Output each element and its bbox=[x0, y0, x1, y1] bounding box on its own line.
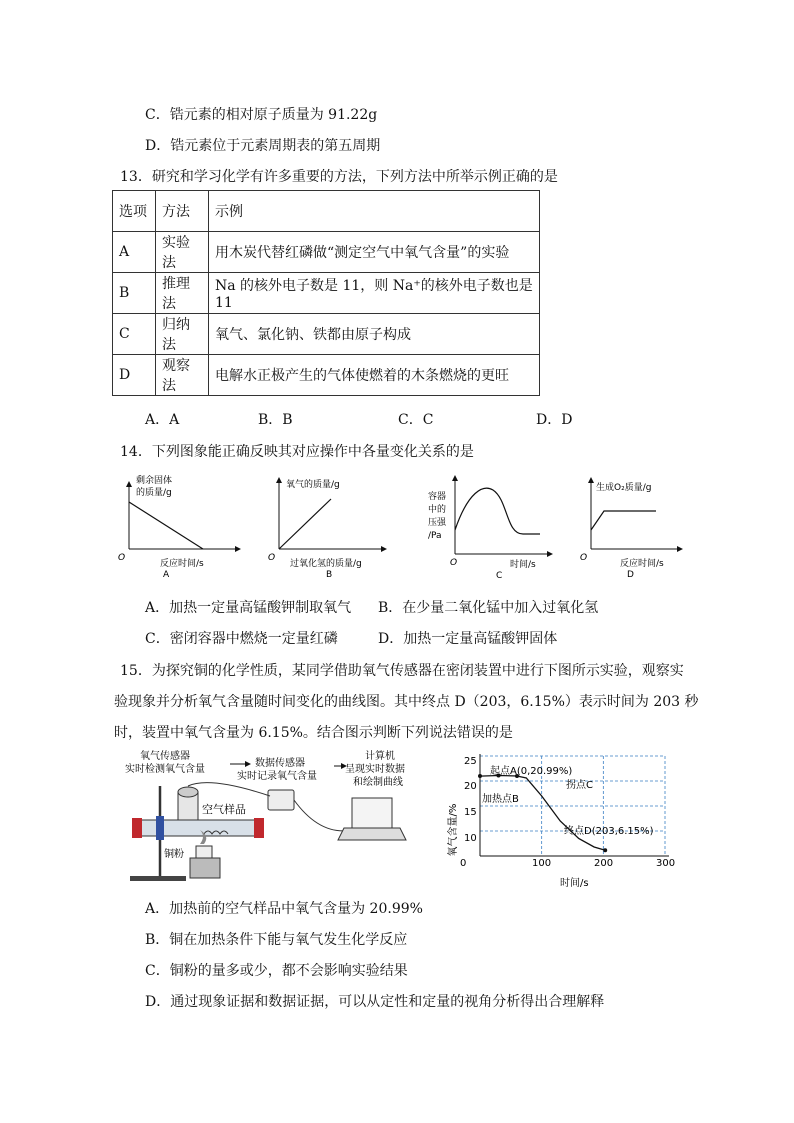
computer-label: 和绘制曲线 bbox=[353, 777, 403, 788]
air-sample-label: 空气样品 bbox=[202, 803, 246, 816]
q14-choice-a: A．加热一定量高锰酸钾制取氧气 bbox=[145, 600, 352, 616]
q13-table bbox=[112, 190, 540, 396]
table-cell: 实验法 bbox=[156, 232, 209, 273]
table-row bbox=[113, 232, 540, 273]
y-label: 氧气的质量/g bbox=[286, 480, 340, 490]
stopper bbox=[132, 818, 142, 838]
x-label: 时间/s bbox=[510, 560, 536, 570]
x-tick-label: 0 bbox=[460, 858, 467, 869]
table-cell: 推理法 bbox=[156, 273, 209, 314]
q15-choice-b: B．铜在加热条件下能与氧气发生化学反应 bbox=[145, 932, 408, 948]
x-label: 过氧化氢的质量/g bbox=[290, 559, 362, 569]
laptop-keyboard bbox=[338, 828, 406, 840]
table-cell: 方法 bbox=[156, 191, 209, 232]
table-cell: 示例 bbox=[209, 191, 540, 232]
computer-label: 计算机 bbox=[365, 751, 395, 762]
graph-letter: A bbox=[163, 570, 170, 580]
y-tick-label: 10 bbox=[464, 833, 477, 844]
stopper bbox=[254, 818, 264, 838]
copper-label: 铜粉 bbox=[164, 849, 184, 860]
q15-oxygen-plot bbox=[440, 750, 690, 890]
x-label: 反应时间/s bbox=[160, 559, 204, 569]
origin: O bbox=[450, 558, 458, 568]
origin: O bbox=[580, 553, 588, 563]
q13-stem: 13．研究和学习化学有许多重要的方法，下列方法中所举示例正确的是 bbox=[120, 169, 558, 185]
table-cell: A bbox=[113, 232, 156, 273]
data-sensor-label: 数据传感器 bbox=[255, 758, 305, 769]
y-label: 容器 bbox=[428, 492, 447, 502]
y-tick-label: 25 bbox=[464, 756, 477, 767]
table-cell: D bbox=[113, 355, 156, 396]
q15-stem-line1: 15．为探究铜的化学性质，某同学借助氧气传感器在密闭装置中进行下图所示实验，观察实 bbox=[120, 663, 684, 679]
curve bbox=[455, 488, 540, 534]
curve bbox=[591, 511, 656, 530]
point-b-label: 加热点B bbox=[482, 794, 519, 805]
origin: O bbox=[268, 553, 276, 563]
y-label: 剩余固体 bbox=[136, 476, 173, 486]
computer-label: 呈现实时数据 bbox=[345, 764, 405, 775]
graph-letter: D bbox=[627, 570, 634, 580]
table-cell: Na 的核外电子数是 11，则 Na⁺的核外电子数也是 11 bbox=[209, 273, 540, 314]
q15-choice-a: A．加热前的空气样品中氧气含量为 20.99% bbox=[145, 901, 423, 917]
q13-choice-c: C．C bbox=[398, 412, 434, 428]
y-label: /Pa bbox=[428, 531, 442, 541]
table-row bbox=[113, 273, 540, 314]
graph-letter: B bbox=[326, 570, 333, 580]
point-a bbox=[478, 774, 482, 778]
x-tick-label: 300 bbox=[656, 858, 676, 869]
stand-base bbox=[130, 876, 186, 881]
y-label: 的质量/g bbox=[136, 488, 172, 498]
x-label: 反应时间/s bbox=[620, 559, 664, 569]
data-sensor-label: 实时记录氧气含量 bbox=[237, 771, 317, 782]
y-label: 压强 bbox=[428, 518, 447, 528]
y-tick-label: 20 bbox=[464, 781, 477, 792]
q13-choice-a: A．A bbox=[145, 412, 180, 428]
sensor-label: 氧气传感器 bbox=[140, 751, 190, 762]
table-row bbox=[113, 355, 540, 396]
y-label: 生成O₂质量/g bbox=[596, 483, 652, 493]
point-d bbox=[603, 848, 607, 852]
lamp-base bbox=[190, 858, 220, 878]
q15-choice-c: C．铜粉的量多或少，都不会影响实验结果 bbox=[145, 963, 408, 979]
glass-tube bbox=[138, 820, 256, 836]
table-cell: B bbox=[113, 273, 156, 314]
q14-stem: 14．下列图象能正确反映其对应操作中各量变化关系的是 bbox=[120, 444, 474, 460]
table-cell: 归纳法 bbox=[156, 314, 209, 355]
q14-graph-c bbox=[428, 472, 558, 584]
point-c-label: 拐点C bbox=[566, 780, 593, 791]
sensor-label: 实时检测氧气含量 bbox=[125, 764, 205, 775]
plot-x-label: 时间/s bbox=[560, 878, 589, 889]
x-tick-label: 200 bbox=[594, 858, 614, 869]
q13-choice-d: D．D bbox=[536, 412, 573, 428]
q13-choice-b: B．B bbox=[258, 412, 293, 428]
table-cell: 电解水正极产生的气体使燃着的木条燃烧的更旺 bbox=[209, 355, 540, 396]
q15-apparatus-diagram bbox=[120, 746, 450, 886]
table-row bbox=[113, 314, 540, 355]
x-tick-label: 100 bbox=[532, 858, 552, 869]
curve bbox=[129, 502, 203, 549]
plot-y-label: 氧气含量/% bbox=[448, 803, 459, 857]
graph-letter: C bbox=[496, 571, 503, 581]
origin: O bbox=[118, 553, 126, 563]
q14-choice-d: D．加热一定量高锰酸钾固体 bbox=[378, 631, 558, 647]
q15-choice-d: D．通过现象证据和数据证据，可以从定性和定量的视角分析得出合理解释 bbox=[145, 994, 605, 1010]
clamp bbox=[156, 816, 164, 840]
q14-graph-a bbox=[118, 472, 248, 584]
table-cell: 用木炭代替红磷做“测定空气中氧气含量”的实验 bbox=[209, 232, 540, 273]
point-a-label: 起点A(0,20.99%) bbox=[490, 766, 573, 777]
table-cell: 观察法 bbox=[156, 355, 209, 396]
q15-stem-line3: 时，装置中氧气含量为 6.15%。结合图示判断下列说法错误的是 bbox=[114, 725, 513, 741]
q12-option-d: D．锆元素位于元素周期表的第五周期 bbox=[145, 138, 381, 154]
y-tick-label: 15 bbox=[464, 807, 477, 818]
data-logger bbox=[268, 790, 294, 810]
q14-choice-c: C．密闭容器中燃烧一定量红磷 bbox=[145, 631, 338, 647]
curve bbox=[279, 499, 331, 549]
q15-stem-line2: 验现象并分析氧气含量随时间变化的曲线图。其中终点 D（203，6.15%）表示时间为 203 秒 bbox=[114, 694, 699, 710]
point-d-label: 终点D(203,6.15%) bbox=[564, 826, 654, 837]
table-cell: C bbox=[113, 314, 156, 355]
laptop-screen bbox=[352, 798, 392, 828]
table-cell: 选项 bbox=[113, 191, 156, 232]
alcohol-lamp bbox=[196, 846, 212, 858]
table-header-row bbox=[113, 191, 540, 232]
table-cell: 氧气、氯化钠、铁都由原子构成 bbox=[209, 314, 540, 355]
q14-choice-b: B．在少量二氧化锰中加入过氧化氢 bbox=[378, 600, 599, 616]
y-label: 中的 bbox=[428, 505, 447, 515]
q14-graph-d bbox=[580, 472, 690, 584]
q12-option-c: C．锆元素的相对原子质量为 91.22g bbox=[145, 107, 378, 123]
q14-graph-b bbox=[268, 472, 398, 584]
